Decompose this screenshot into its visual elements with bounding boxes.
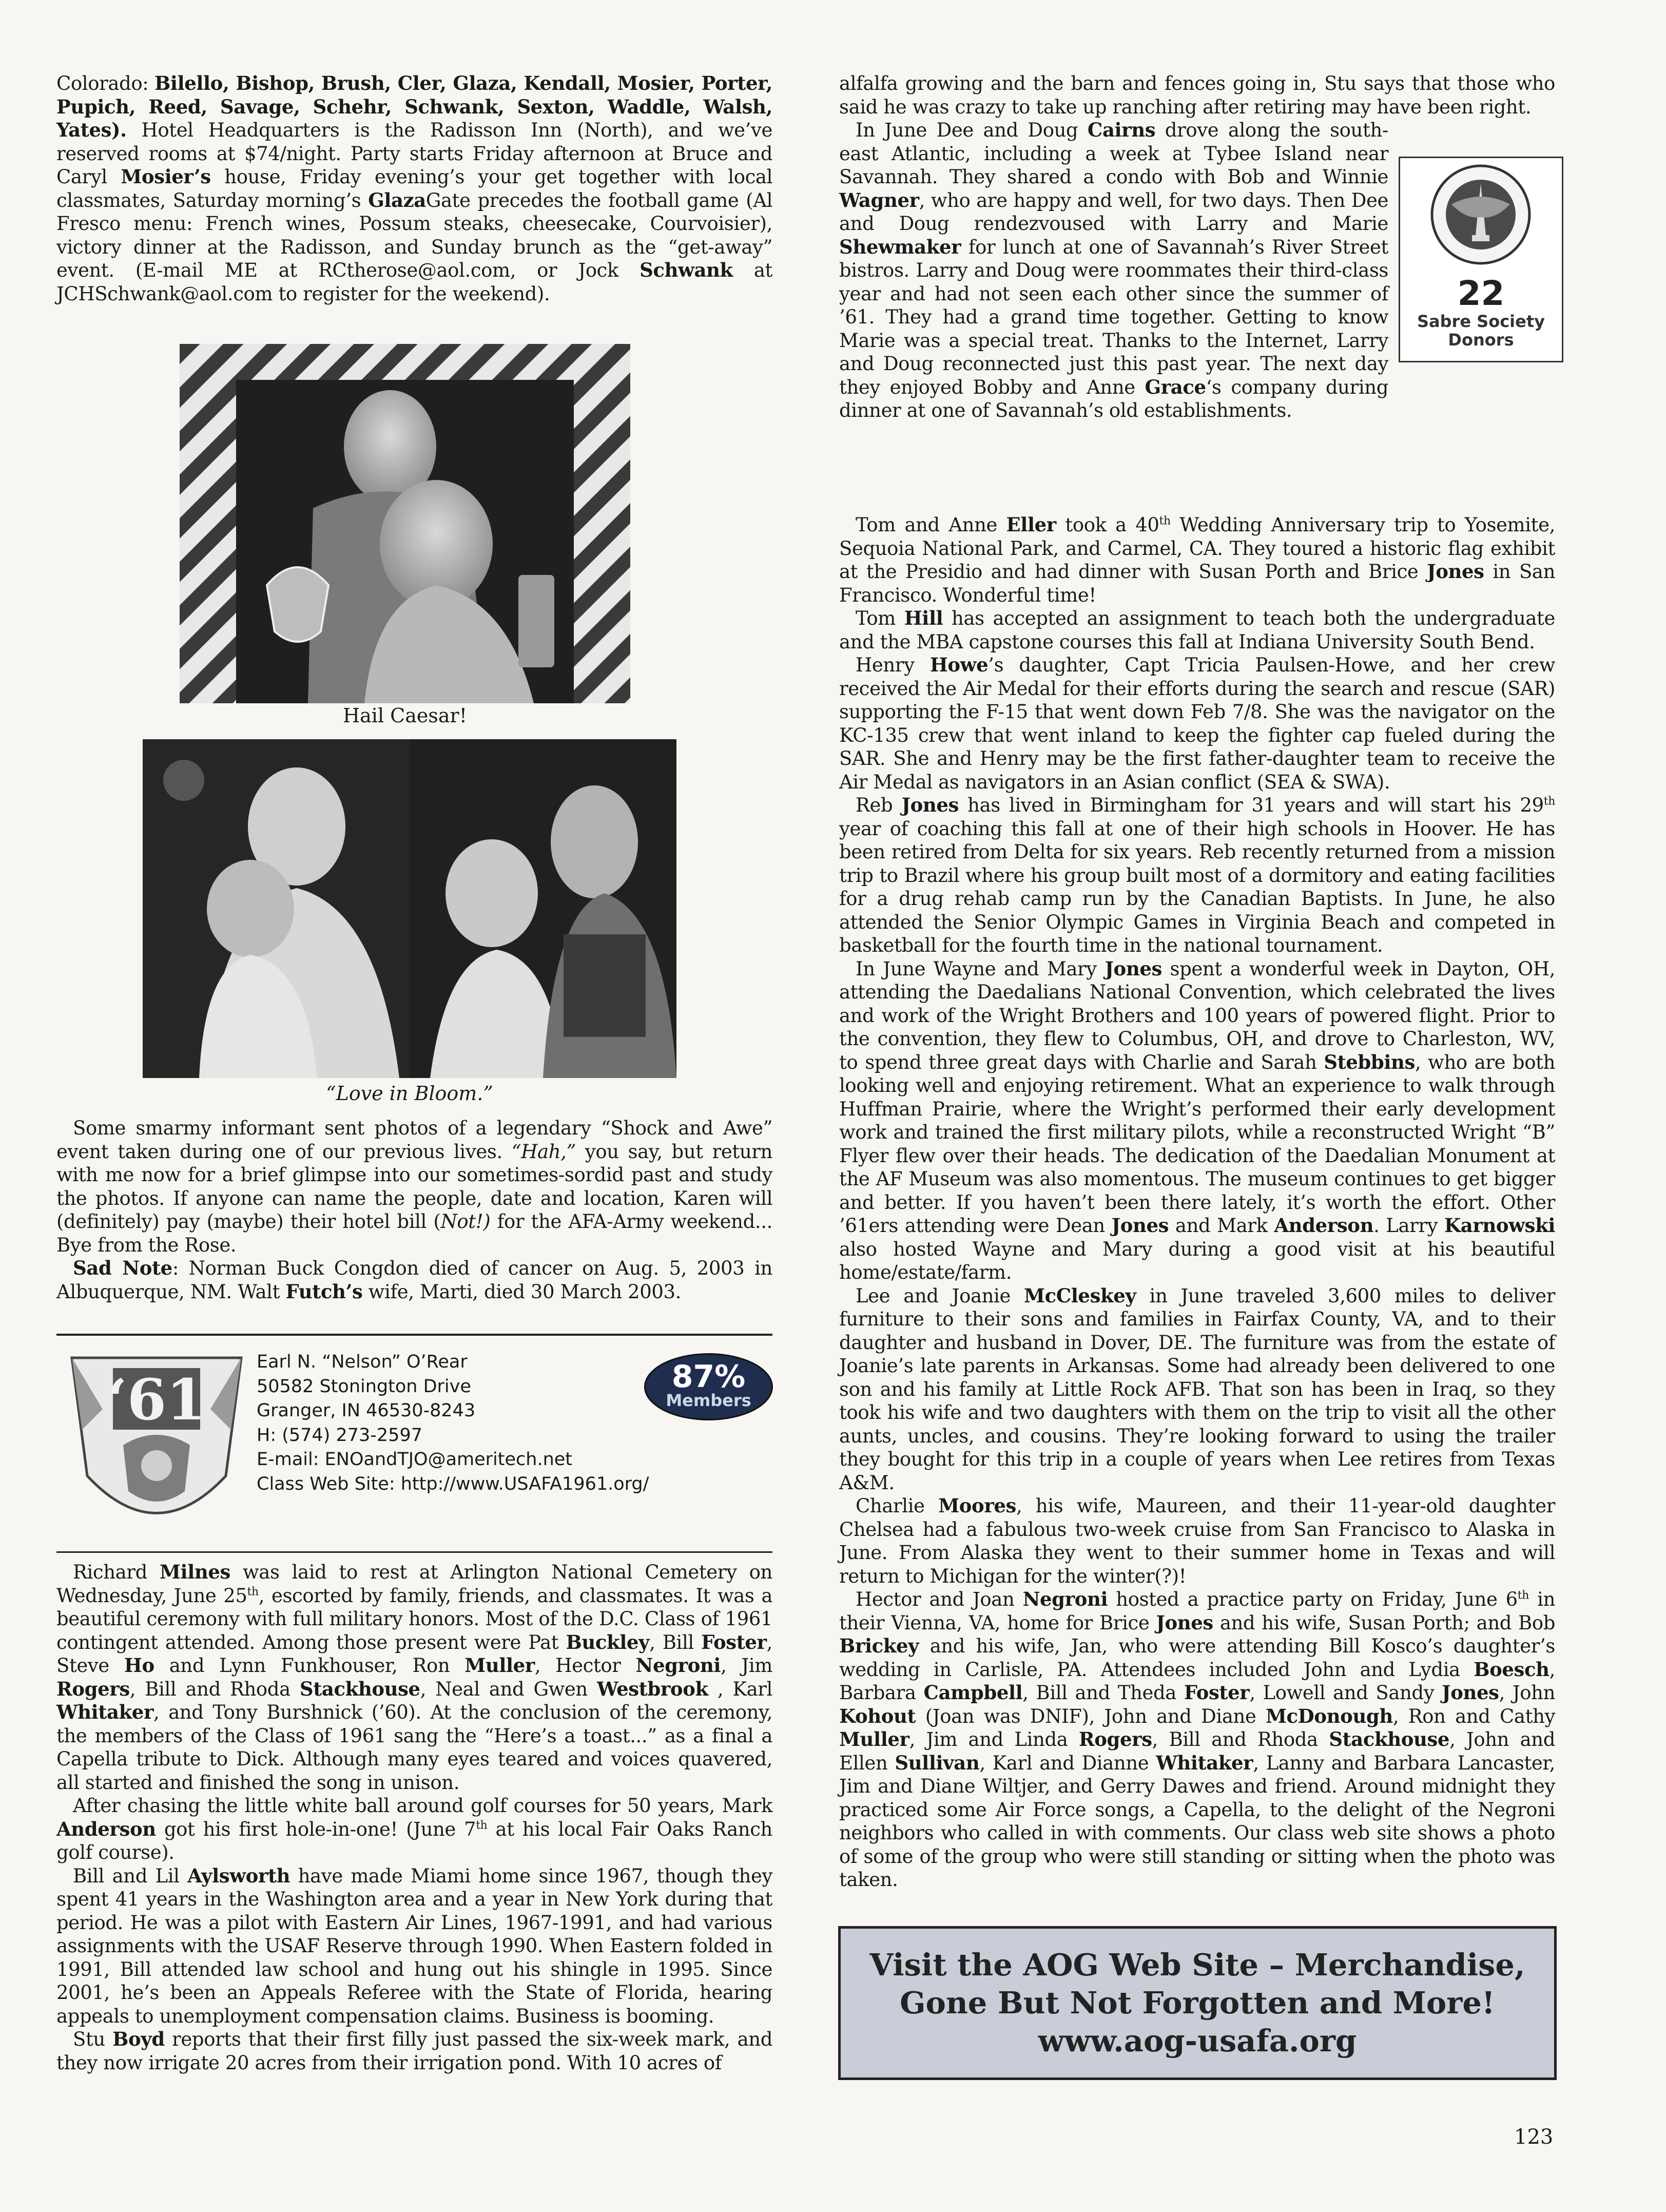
bold-name: McDonough — [1265, 1704, 1393, 1727]
class-scribe-contact — [257, 1350, 649, 1496]
bold-name: Sullivan — [895, 1751, 980, 1774]
paragraph — [839, 607, 1555, 653]
sabre-society-box — [1399, 157, 1563, 362]
text-run: house, Friday evening’s your get together with local classmates, Saturday morning’s — [56, 166, 772, 211]
bold-name: Whitaker — [1156, 1751, 1253, 1774]
text-run: Hector and Joan — [856, 1588, 1023, 1610]
text-run: , Karl and Dianne — [979, 1752, 1156, 1774]
photo-hail-caesar-image — [180, 344, 630, 703]
text-run: you say, but return with me now for a brief glimpse into our sometimes-sordid past and study the photos. If anyone can name the people, date and location, Karen will (definitely) pay (maybe) their hotel bill ( — [56, 1140, 772, 1233]
bold-name: Wagner — [839, 188, 919, 211]
text-run: , Karl — [708, 1678, 772, 1700]
text-run: ‘s company during dinner at one of Savannah’s old establishments. — [839, 376, 1388, 421]
text-run: , Jim and Linda — [909, 1728, 1079, 1751]
left-column — [56, 72, 772, 305]
text-run: hosted a practice party on Friday, June 6 — [1108, 1588, 1518, 1610]
text-run: in their Vienna, VA, home for Brice — [839, 1588, 1556, 1634]
text-run: , Lowell and Sandy — [1249, 1682, 1442, 1704]
class-crest-icon — [62, 1348, 251, 1550]
text-run: and Lynn Funkhouser, Ron — [154, 1655, 465, 1677]
text-run: at his local Fair Oaks Ranch golf course). — [56, 1818, 772, 1863]
text-run: Charlie — [856, 1495, 939, 1517]
bold-name: Negroni — [635, 1654, 721, 1677]
text-run: , Barbara — [839, 1658, 1555, 1704]
bold-name: Boyd — [112, 2028, 165, 2050]
bold-name: Ho — [124, 1654, 154, 1677]
bold-name: Kohout — [839, 1704, 916, 1727]
text-run: , Ron and Cathy — [1392, 1705, 1555, 1727]
text-run: for lunch at one of Savannah’s River Street bistros. Larry and Doug were roommates their third-class year and had not seen each other since the summer of ’61. They had a grand time together. Getting to know Marie was a special treat. Thanks to the Internet, Larry and Doug reconnected just this past year. The next day they enjoyed Bobby and Anne — [839, 236, 1388, 398]
text-run: Gate precedes the football game (Al Fresco menu: French wines, Possum steaks, cheesecake, Courvoisier), victory dinner at the Radisson, and Sunday brunch as the “get-away” event. (E-mail ME at RCtherose@aol.com, or Jock — [56, 189, 773, 281]
text-run: Not!) — [440, 1210, 491, 1233]
paragraph — [839, 119, 1388, 422]
bold-name: Brickey — [839, 1634, 919, 1657]
bold-name: Boesch — [1474, 1658, 1549, 1681]
bold-name: Foster — [1184, 1681, 1250, 1704]
text-run: th — [247, 1585, 259, 1599]
text-run: at JCHSchwank@aol.com to register for the weekend). — [56, 259, 772, 305]
text-run: Colorado: — [56, 72, 155, 94]
paragraph — [839, 957, 1555, 1284]
bold-name: Eller — [1006, 513, 1056, 536]
text-run: , Bill — [649, 1631, 702, 1653]
bold-name: Anderson — [1274, 1214, 1374, 1237]
text-run: in San Francisco. Wonderful time! — [839, 561, 1555, 606]
text-run: , his wife, Maureen, and their 11-year-old daughter Chelsea had a fabulous two-week cruise from San Francisco to Alaska in June. From Alaska they went to their summer home in Texas and will return to Michigan for the winter(?)! — [839, 1495, 1555, 1587]
text-run: , Bill and Theda — [1022, 1682, 1184, 1704]
text-run: , Lanny and Barbara Lancaster, Jim and Diane Wiltjer, and Gerry Dawes and friend. Around midnight they practiced some Air Force songs, a Capella, to the delight of the Negroni neighbors who called in with comments. Our class web site shows a photo of some of the group who were still standing or sitting when the photo was taken. — [839, 1752, 1556, 1891]
text-run: “Hah,” — [511, 1140, 576, 1163]
text-run: Reb — [856, 794, 902, 816]
text-run: , John — [1499, 1682, 1555, 1704]
text-run: also hosted Wayne and Mary during a good visit at his beautiful home/estate/farm. — [839, 1238, 1555, 1283]
bold-name: Schwank — [640, 259, 733, 281]
text-run: and his wife, Jan, who were attending Bill Kosco’s daughter’s wedding in Carlisle, PA. Attendees included John and Lydia — [839, 1635, 1555, 1681]
text-run: , and Tony Burshnick (’60). At the conclusion of the ceremony, the members of the Class of 1961 sang the “Here’s a toast...” as a final a Capella tribute to Dick. Although many eyes teared and voices quavered, all started and finished the song in unison. — [56, 1701, 772, 1794]
bold-name: Jones — [1156, 1611, 1213, 1634]
text-run: . Larry — [1373, 1215, 1444, 1237]
bold-name: Stackhouse — [299, 1677, 420, 1700]
text-run: Richard — [73, 1561, 160, 1583]
text-run: , John and Ellen — [839, 1728, 1555, 1774]
paragraph — [839, 72, 1555, 119]
text-run: was laid to rest at Arlington National Cemetery on Wednesday, June 25 — [56, 1561, 772, 1607]
paragraph — [839, 653, 1555, 794]
bold-name: Rogers — [56, 1677, 130, 1700]
text-run: th — [1543, 795, 1556, 808]
aog-url[interactable]: www.aog-usafa.org — [1038, 2023, 1357, 2059]
text-run: has lived in Birmingham for 31 years and will start his 29 — [958, 794, 1544, 816]
section-divider — [56, 1334, 772, 1336]
paragraph — [56, 2028, 772, 2074]
photo-love-in-bloom-left-image — [143, 739, 410, 1078]
bold-name: Howe — [929, 653, 989, 676]
text-run: , Bill and Rhoda — [1152, 1728, 1329, 1751]
contact-website[interactable]: Class Web Site: http://www.USAFA1961.org/ — [257, 1473, 649, 1494]
text-run: Hotel Headquarters is the Radisson Inn (North), and we’ve reserved rooms at $74/night. Party starts Friday afternoon at Bruce and Caryl — [56, 119, 772, 188]
text-run: wife, Marti, died 30 March 2003. — [362, 1280, 681, 1303]
caption-hail-caesar: Hail Caesar! — [343, 704, 467, 727]
text-run: Henry — [856, 654, 930, 676]
text-run: for the AFA-Army weekend... Bye from the Rose. — [56, 1210, 772, 1256]
text-run: , who are both looking well and enjoying retirement. What an experience to walk through Huffman Prairie, where the Wright’s performed their early development work and trained the first military pilots, while a reconstructed Wright “B” Flyer flew over their heads. The dedication of the Daedalian Monument at the AF Museum was also momentous. The museum continues to get bigger and better. If you haven’t been there lately, it’s worth the effort. Other ’61ers attending were Dean — [839, 1051, 1555, 1237]
bold-name: Jones — [901, 794, 959, 816]
text-run: In June Dee and Doug — [856, 119, 1088, 141]
text-run: , Jim — [721, 1655, 772, 1677]
text-run: have made Miami home since 1967, though they spent 41 years in the Washington area and a year in New York during that period. He was a pilot with Eastern Air Lines, 1967-1991, and had various assignments with the USAF Reserve through 1990. When Eastern folded in 1991, Bill attended law school and hung out his shingle in 1995. Since 2001, he’s been an Appeals Referee with the State of Florida, hearing appeals to unemployment compensation claims. Business is booming. — [56, 1864, 772, 2027]
paragraph — [56, 1117, 772, 1257]
bold-name: Aylsworth — [187, 1864, 290, 1887]
bold-name: Muller — [839, 1728, 909, 1751]
paragraph — [839, 1588, 1555, 1892]
bold-name: Rogers — [1078, 1728, 1152, 1751]
aog-website-ad[interactable] — [838, 1926, 1557, 2080]
bold-name: Jones — [1111, 1214, 1169, 1237]
aog-line1: Visit the AOG Web Site – Merchandise, — [869, 1947, 1525, 1983]
photo-hail-caesar — [180, 344, 630, 703]
contact-name: Earl N. “Nelson” O’Rear — [257, 1352, 468, 1372]
text-run: , escorted by family, friends, and classmates. It was a beautiful ceremony with full military honors. Most of the D.C. Class of 1961 contingent attended. Among those present were Pat — [56, 1584, 772, 1653]
bold-name: Shewmaker — [839, 235, 961, 258]
paragraph — [839, 794, 1555, 957]
bold-name: Moores — [938, 1494, 1016, 1517]
bold-name: Hill — [904, 607, 943, 629]
bold-name: Jones — [1427, 560, 1484, 583]
bold-name: Anderson — [56, 1817, 156, 1840]
sabre-label-line2: Donors — [1448, 330, 1514, 350]
bold-name: Stebbins — [1324, 1050, 1415, 1073]
section-divider — [56, 1551, 772, 1553]
text-run: : Norman Buck Congdon died of cancer on Aug. 5, 2003 in Albuquerque, NM. Walt — [56, 1257, 772, 1303]
text-run: th — [1517, 1589, 1529, 1602]
paragraph — [839, 1284, 1555, 1495]
contact-email[interactable]: E-mail: ENOandTJO@ameritech.net — [257, 1449, 573, 1470]
paragraph — [56, 1794, 772, 1864]
bold-name: Cairns — [1087, 119, 1156, 141]
paragraph — [56, 1864, 772, 2028]
bold-name: Glaza — [368, 188, 426, 211]
bold-name: Foster — [701, 1630, 767, 1653]
right-column-lower — [839, 513, 1555, 1892]
text-run: th — [476, 1819, 488, 1832]
bold-name: Milnes — [159, 1561, 230, 1583]
cairns-wrap — [839, 119, 1388, 422]
text-run: Stu — [73, 2028, 113, 2050]
bold-name: Whitaker — [56, 1701, 154, 1723]
caption-love-in-bloom: “Love in Bloom.” — [326, 1082, 493, 1105]
text-run: Tom and Anne — [856, 514, 1006, 536]
paragraph — [56, 1561, 772, 1794]
left-column-lower-a — [56, 1117, 772, 1303]
photo-love-in-bloom-right — [410, 739, 676, 1078]
text-run: Some smarmy informant sent photos of a legendary “Shock and Awe” event taken during one of our previous lives. — [56, 1117, 772, 1163]
contact-street: 50582 Stonington Drive — [257, 1376, 471, 1397]
bold-name: Muller — [464, 1654, 535, 1677]
contact-phone: H: (574) 273-2597 — [257, 1425, 422, 1446]
text-run: and his wife, Susan Porth; and Bob — [1213, 1611, 1555, 1634]
text-run: , Bill and Rhoda — [129, 1678, 300, 1700]
sabre-donor-count: 22 — [1457, 274, 1505, 313]
text-run: Bill and Lil — [73, 1864, 188, 1887]
text-run: , who are happy and well, for two days. Then Dee and Doug rendezvoused with Larry and Marie — [839, 189, 1388, 235]
bold-name: Mosier’s — [121, 165, 211, 188]
bold-name: Jones — [1105, 957, 1162, 980]
bold-name: Campbell — [923, 1681, 1023, 1704]
bold-name: Buckley — [566, 1630, 650, 1653]
bold-name: Futch’s — [285, 1280, 363, 1303]
text-run: got his first hole-in-one! (June 7 — [156, 1818, 476, 1840]
bold-name: Westbrook — [596, 1677, 708, 1700]
bold-name: Sad Note — [73, 1257, 172, 1279]
text-run: th — [1159, 514, 1171, 528]
text-run: , Hector — [534, 1655, 636, 1677]
text-run: year of coaching this fall at one of their high schools in Hoover. He has been retired from Delta for six years. Reb recently returned from a mission trip to Brazil where his group built most of a dormitory and eating facilities for a drug rehab camp run by the Canadian Baptists. In June, he also attended the Senior Olympic Games in Virginia Beach and competed in basketball for the fourth time in the national tournament. — [839, 817, 1555, 956]
sabre-society-seal-icon — [1400, 158, 1562, 271]
page-number: 123 — [1514, 2125, 1554, 2149]
text-run: Lee and Joanie — [856, 1284, 1024, 1307]
text-run: took a 40 — [1056, 514, 1159, 536]
membership-percent: 87% — [671, 1359, 746, 1395]
paragraph — [56, 72, 772, 305]
bold-name: Bilello, Bishop, Brush, Cler, Glaza, Kendall, Mosier, Porter, Pupich, Reed, Savage, Schehr, Schwank, Sexton, Waddle, Walsh, Yates). — [56, 72, 772, 141]
sabre-label — [1400, 312, 1562, 349]
membership-badge — [644, 1353, 773, 1420]
text-run: has accepted an assignment to teach both the undergraduate and the MBA capstone courses this fall at Indiana University South Bend. — [839, 607, 1555, 653]
bold-name: Jones — [1442, 1681, 1499, 1704]
bold-name: Karnowski — [1444, 1214, 1555, 1237]
text-run: , Steve — [56, 1631, 772, 1677]
photo-love-in-bloom-left — [143, 739, 410, 1078]
membership-label: Members — [666, 1391, 751, 1410]
text-run: In June Wayne and Mary — [856, 957, 1105, 980]
bold-name: Negroni — [1022, 1588, 1108, 1610]
bold-name: Stackhouse — [1329, 1728, 1450, 1751]
paragraph — [839, 513, 1555, 607]
text-run: ’s daughter, Capt Tricia Paulsen-Howe, and her crew received the Air Medal for their efforts during the search and rescue (SAR) supporting the F-15 that went down Feb 7/8. She was the navigator on the KC-135 crew that went inland to keep the fighter cap fueled during the SAR. She and Henry may be the first father-daughter team to receive the Air Medal as navigators in an Asian conflict (SEA & SWA). — [839, 654, 1555, 793]
bold-name: McCleskey — [1024, 1284, 1136, 1307]
crest-text: ‘61 — [107, 1367, 206, 1433]
class-crest-logo — [62, 1348, 251, 1550]
text-run: drove along the south-east Atlantic, including a week at Tybee Island near Savannah. They shared a condo with Bob and Winnie — [839, 119, 1388, 188]
text-run: and Mark — [1169, 1215, 1274, 1237]
text-run: reports that their first filly just passed the six-week mark, and they now irrigate 20 acres from their irrigation pond. With 10 acres of — [56, 2028, 772, 2074]
text-run: Wedding Anniversary trip to Yosemite, Sequoia National Park, and Carmel, CA. They toured a historic flag exhibit at the Presidio and had dinner with Susan Porth and Brice — [839, 514, 1556, 583]
photo-love-in-bloom-right-image — [410, 739, 676, 1078]
text-run: alfalfa growing and the barn and fences going in, Stu says that those who said he was crazy to take up ranching after retiring may have been right. — [839, 72, 1555, 118]
left-column-lower-b — [56, 1561, 772, 2074]
contact-city: Granger, IN 46530-8243 — [257, 1400, 476, 1421]
bold-name: Grace — [1145, 375, 1206, 398]
text-run: (Joan was DNIF), John and Diane — [916, 1705, 1266, 1727]
text-run: , Neal and Gwen — [420, 1678, 597, 1700]
text-run: Tom — [856, 607, 904, 629]
text-run: spent a wonderful week in Dayton, OH, attending the Daedalians National Convention, which celebrated the lives and work of the Wright Brothers and 100 years of powered flight. Prior to the convention, they flew to Columbus, OH, and drove to Charleston, WV, to spend three great days with Charlie and Sarah — [839, 957, 1555, 1073]
paragraph — [839, 1494, 1555, 1588]
text-run: in June traveled 3,600 miles to deliver furniture to their sons and families in Fairfax County, VA, and to their daughter and husband in Dover, DE. The furniture was from the estate of Joanie’s late parents in Arkansas. Some had already been delivered to one son and his family at Little Rock AFB. That son has been in Iraq, so they took his wife and two daughters with them on the trip to visit all the other aunts, uncles, and cousins. They’re looking forward to using the trailer they bought for this trip in a couple of years when Lee retires from Texas A&M. — [839, 1284, 1555, 1494]
sabre-label-line1: Sabre Society — [1417, 312, 1545, 331]
paragraph — [56, 1257, 772, 1303]
aog-line2: Gone But Not Forgotten and More! — [900, 1985, 1495, 2021]
text-run: After chasing the little white ball around golf courses for 50 years, Mark — [73, 1795, 772, 1817]
